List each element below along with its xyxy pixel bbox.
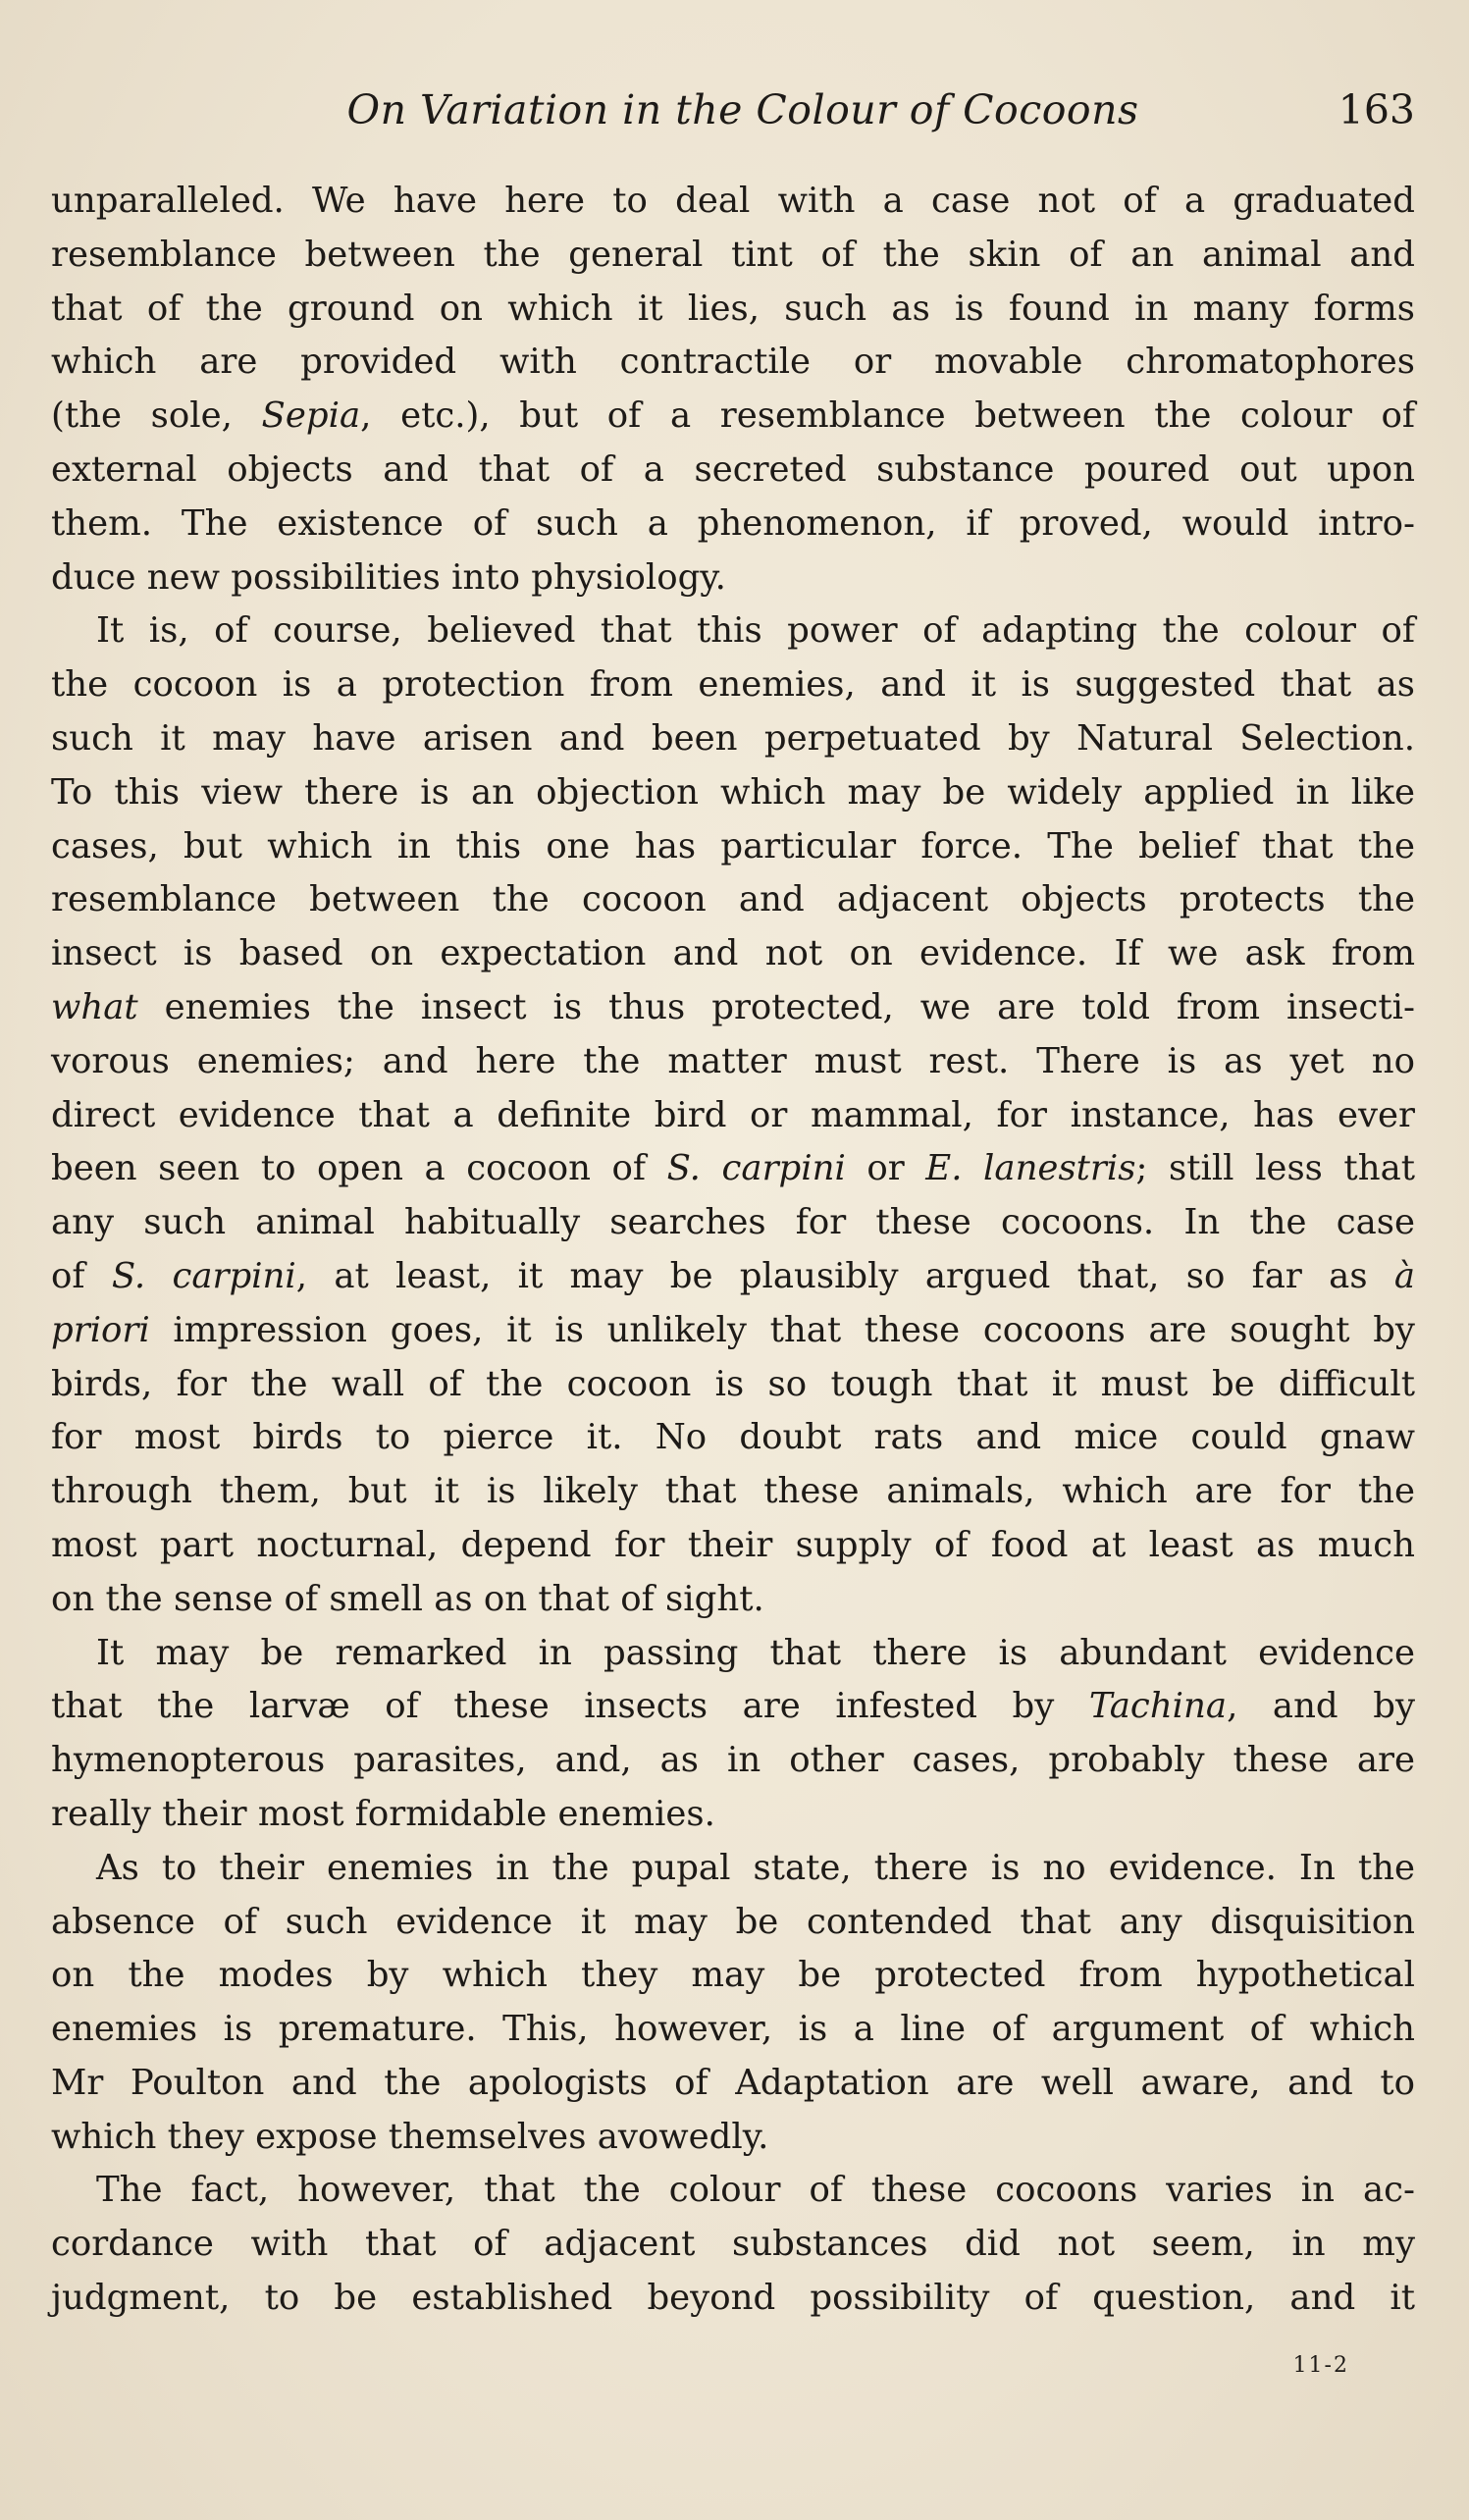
text-line: on the modes by which they may be protected from hypothetical [51,1955,1415,1996]
text-line: birds, for the wall of the cocoon is so tough that it must be difficult [51,1363,1415,1404]
page-number: 163 [1338,86,1415,133]
text-line: which they expose themselves avowedly. [51,2116,769,2157]
text-line: (the sole, Sepia, etc.), but of a resemblance between the colour of [51,395,1415,437]
text-line: hymenopterous parasites, and, as in other cases, probably these are [51,1740,1415,1781]
text-line: really their most formidable enemies. [51,1793,715,1834]
body-text [51,175,1415,2326]
paragraph [51,175,1415,604]
text-line: external objects and that of a secreted substance poured out upon [51,448,1415,490]
text-line: direct evidence that a definite bird or mammal, for instance, has ever [51,1094,1415,1135]
text-line: Mr Poulton and the apologists of Adaptation are well aware, and to [51,2062,1415,2103]
text-line: such it may have arisen and been perpetuated by Natural Selection. [51,717,1415,759]
text-line: what enemies the insect is thus protected, we are told from insecti- [51,986,1415,1027]
text-line: absence of such evidence it may be contended that any disquisition [51,1901,1415,1942]
text-line: judgment, to be established beyond possibility of question, and it [51,2278,1415,2319]
text-line: cordance with that of adjacent substances did not seem, in my [51,2224,1415,2265]
text-line: duce new possibilities into physiology. [51,556,726,598]
text-line: The fact, however, that the colour of these cocoons varies in ac- [96,2170,1415,2211]
text-line: for most birds to pierce it. No doubt rats and mice could gnaw [51,1417,1415,1458]
paragraph [51,1842,1415,2165]
paragraph [51,1627,1415,1842]
text-line: them. The existence of such a phenomenon, if proved, would intro- [51,502,1415,544]
text-line: unparalleled. We have here to deal with a case not of a graduated [51,181,1415,221]
text-line: been seen to open a cocoon of S. carpini or E. lanestris; still less that [51,1148,1415,1189]
running-title: On Variation in the Colour of Cocoons [346,86,1139,133]
text-line: which are provided with contractile or movable chromatophores [51,341,1415,383]
text-line: insect is based on expectation and not on evidence. If we ask from [51,933,1415,974]
text-line: vorous enemies; and here the matter must rest. There is as yet no [51,1040,1415,1081]
text-line: priori impression goes, it is unlikely that these cocoons are sought by [51,1309,1415,1350]
text-line: any such animal habitually searches for these cocoons. In the case [51,1202,1415,1243]
text-line: To this view there is an objection which may be widely applied in like [51,771,1415,813]
text-line: on the sense of smell as on that of sight. [51,1578,764,1619]
text-line: through them, but it is likely that these animals, which are for the [51,1471,1415,1512]
text-line: most part nocturnal, depend for their supply of food at least as much [51,1524,1415,1565]
text-line: enemies is premature. This, however, is a line of argument of which [51,2009,1415,2050]
text-line: of S. carpini, at least, it may be plausibly argued that, so far as à [51,1255,1416,1296]
text-line: resemblance between the general tint of the skin of an animal and [51,234,1415,275]
text-line: It may be remarked in passing that there is abundant evidence [96,1632,1415,1673]
text-line: It is, of course, believed that this power of adapting the colour of [96,610,1415,652]
paragraph [51,604,1415,1626]
paragraph [51,2164,1415,2325]
text-line: cases, but which in this one has particular force. The belief that the [51,825,1415,866]
text-line: the cocoon is a protection from enemies, and it is suggested that as [51,664,1415,706]
page-header [51,86,1415,145]
text-line: resemblance between the cocoon and adjacent objects protects the [51,879,1415,920]
signature-mark: 11-2 [1292,2353,1349,2378]
text-line: that of the ground on which it lies, such as is found in many forms [51,288,1415,329]
text-line: that the larvæ of these insects are infested by Tachina, and by [51,1686,1415,1727]
text-line: As to their enemies in the pupal state, there is no evidence. In the [96,1847,1415,1888]
